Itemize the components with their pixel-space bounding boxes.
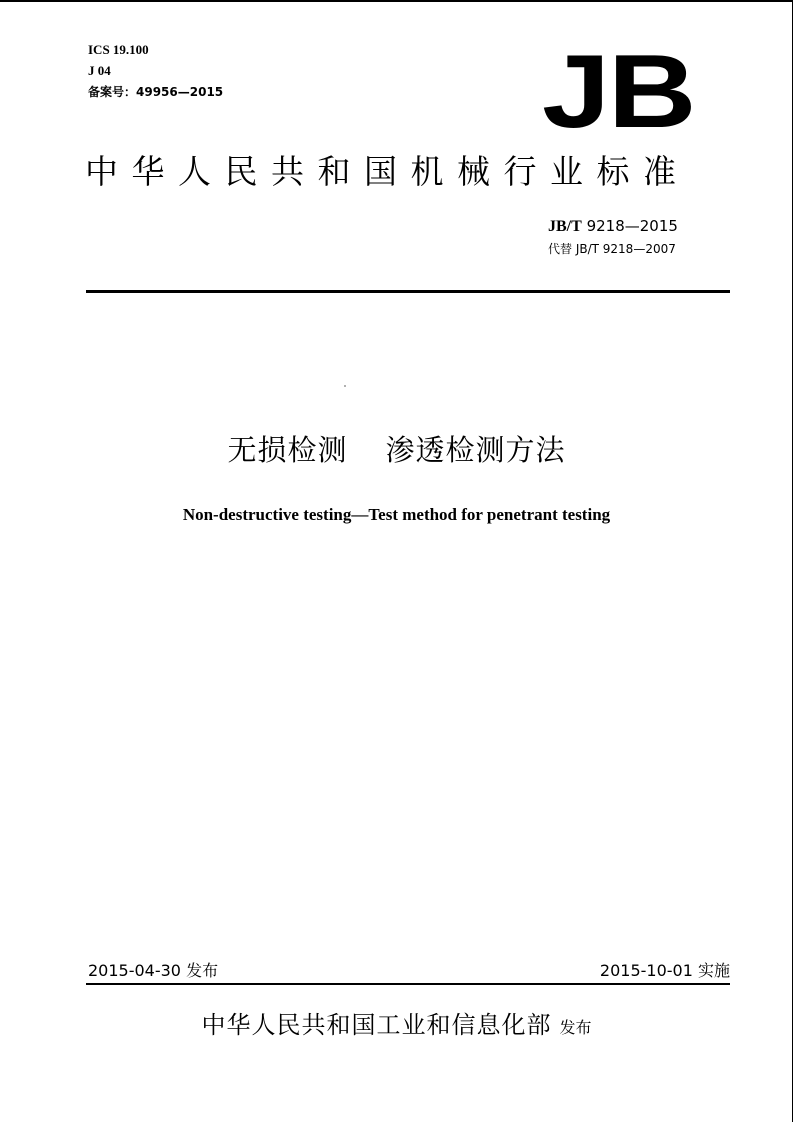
standard-number bbox=[548, 216, 678, 237]
replaces-standard: 代替 JB/T 9218—2007 bbox=[548, 242, 676, 256]
document-title-en: Non-destructive testing—Test method for penetrant testing bbox=[182, 505, 611, 524]
publisher-name: 中华人民共和国工业和信息化部 bbox=[201, 1011, 552, 1039]
standard-number-prefix: JB/T bbox=[548, 218, 582, 235]
implementation-date: 2015-10-01 实施 bbox=[599, 961, 730, 980]
ics-code: ICS 19.100 bbox=[88, 42, 149, 57]
header-divider bbox=[86, 290, 730, 293]
ccs-code: J 04 bbox=[88, 63, 111, 78]
publisher-suffix: 发布 bbox=[559, 1018, 592, 1037]
page-top-border bbox=[0, 0, 793, 2]
document-title-cn-part2: 渗透检测方法 bbox=[385, 433, 566, 467]
document-title-cn bbox=[0, 428, 793, 472]
registration-number: 备案号：49956—2015 bbox=[88, 85, 224, 99]
issue-date: 2015-04-30 发布 bbox=[88, 961, 219, 980]
publisher bbox=[0, 1005, 793, 1048]
jb-logo: JB bbox=[542, 34, 695, 150]
document-title-cn-part1: 无损检测 bbox=[227, 433, 348, 467]
scan-speck bbox=[344, 385, 346, 387]
standard-number-value: 9218—2015 bbox=[586, 217, 678, 235]
footer-divider bbox=[86, 983, 730, 985]
standard-category-title: 中华人民共和国机械行业标准 bbox=[85, 152, 690, 191]
